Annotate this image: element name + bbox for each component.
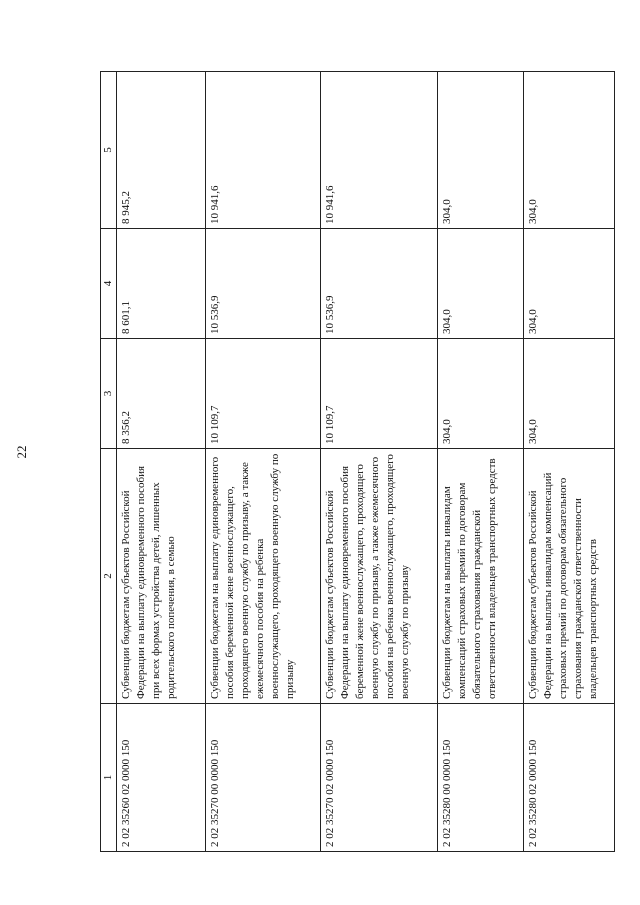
- table-row: [437, 72, 523, 852]
- header-col-4: 4: [101, 229, 117, 339]
- row-code: 2 02 35270 02 0000 150: [320, 704, 437, 852]
- row-value-col4: 10 536,9: [320, 229, 437, 339]
- row-value-col4: 304,0: [523, 229, 614, 339]
- header-col-3: 3: [101, 339, 117, 449]
- row-value-col3: 10 109,7: [320, 339, 437, 449]
- row-name: Субвенции бюджетам субъектов Российской Федерации на выплату единовременного пособия при всех формах устройства детей, лишенных родительского попечения, в семью: [117, 449, 206, 704]
- row-code: 2 02 35260 02 0000 150: [117, 704, 206, 852]
- row-value-col3: 304,0: [523, 339, 614, 449]
- row-value-col5: 10 941,6: [206, 72, 321, 229]
- row-value-col4: 8 601,1: [117, 229, 206, 339]
- row-name: Субвенции бюджетам на выплаты инвалидам компенсаций страховых премий по договорам обязательного страхования гражданской ответственности владельцев транспортных средств: [437, 449, 523, 704]
- budget-table: [100, 71, 615, 852]
- row-value-col3: 304,0: [437, 339, 523, 449]
- row-value-col3: 8 356,2: [117, 339, 206, 449]
- row-name: Субвенции бюджетам субъектов Российской Федерации на выплату единовременного пособия беременной жене военнослужащего, проходящего военную службу по призыву, а также ежемесячного пособия на ребенка военнослужащего, проходящего военную службу по призыву: [320, 449, 437, 704]
- row-value-col5: 304,0: [523, 72, 614, 229]
- row-value-col4: 10 536,9: [206, 229, 321, 339]
- row-code: 2 02 35270 00 0000 150: [206, 704, 321, 852]
- table-row: [117, 72, 206, 852]
- budget-table-container: [100, 72, 615, 852]
- page-number: 22: [14, 445, 29, 459]
- header-row: [101, 72, 117, 852]
- row-value-col3: 10 109,7: [206, 339, 321, 449]
- budget-table-rotated: [100, 72, 615, 852]
- header-col-1: 1: [101, 704, 117, 852]
- header-col-5: 5: [101, 72, 117, 229]
- row-value-col5: 8 945,2: [117, 72, 206, 229]
- row-value-col5: 10 941,6: [320, 72, 437, 229]
- row-name: Субвенции бюджетам на выплату единовременного пособия беременной жене военнослужащего, проходящего военную службу по призыву, а также ежемесячного пособия на ребенка военнослужащего, проходящего военную службу по призыву: [206, 449, 321, 704]
- header-col-2: 2: [101, 449, 117, 704]
- table-row: [206, 72, 321, 852]
- row-name: Субвенции бюджетам субъектов Российской Федерации на выплаты инвалидам компенсаций страховых премий по договорам обязательного страхования гражданской ответственности владельцев транспортных средств: [523, 449, 614, 704]
- table-row: [523, 72, 614, 852]
- table-row: [320, 72, 437, 852]
- row-value-col4: 304,0: [437, 229, 523, 339]
- row-code: 2 02 35280 02 0000 150: [523, 704, 614, 852]
- row-code: 2 02 35280 00 0000 150: [437, 704, 523, 852]
- row-value-col5: 304,0: [437, 72, 523, 229]
